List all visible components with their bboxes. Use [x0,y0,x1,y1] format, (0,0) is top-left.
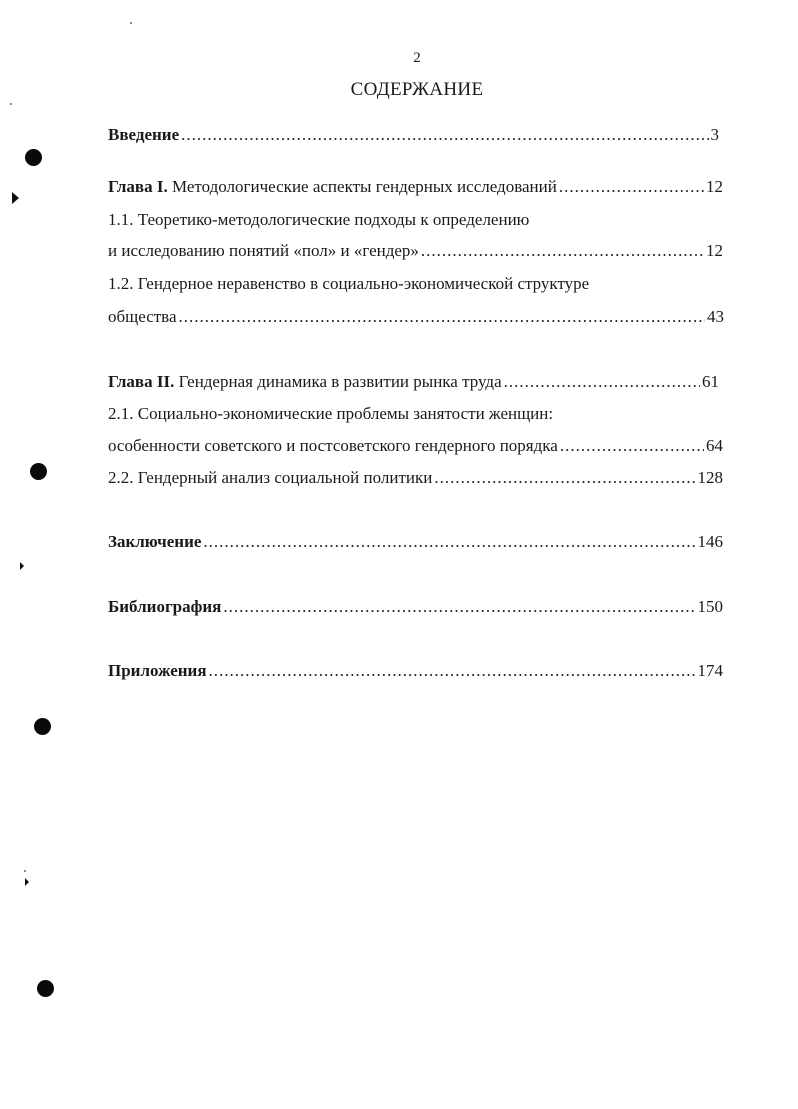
scan-speck [24,870,26,872]
toc-leader-dots [560,435,704,457]
toc-entry-section-1-2 [108,306,724,328]
toc-page-number: 12 [706,177,723,196]
toc-page-number: 128 [697,468,723,487]
toc-entry-conclusion [108,531,723,553]
toc-entry-section-2-2 [108,467,723,489]
toc-page-number: 3 [710,125,719,144]
toc-entry-label: и исследованию понятий «пол» и «гендер» [108,241,419,260]
toc-page-number: 43 [707,307,724,326]
toc-page-number: 174 [697,661,723,680]
toc-leader-dots [434,467,695,489]
scan-speck [130,22,132,24]
toc-entry-label: Гендерная динамика в развитии рынка труда [174,372,502,391]
punch-hole-mark [37,980,54,997]
toc-entry-chapter-2 [108,371,719,393]
toc-chapter-number: Глава I. [108,177,168,196]
punch-hole-mark [30,463,47,480]
toc-leader-dots [179,306,705,328]
toc-page-number: 12 [706,241,723,260]
toc-leader-dots [181,124,708,146]
toc-page-number: 146 [697,532,723,551]
margin-arrow-mark [12,192,19,204]
toc-entry-section-1-2-line1: 1.2. Гендерное неравенство в социально-экономической структуре [108,274,590,293]
toc-entry-label: особенности советского и постсоветского гендерного порядка [108,436,558,455]
toc-leader-dots [203,531,695,553]
scan-speck [10,103,12,105]
page-title: СОДЕРЖАНИЕ [350,79,484,100]
toc-leader-dots [223,596,695,618]
toc-entry-label: Заключение [108,532,202,551]
toc-entry-section-2-1 [108,435,723,457]
toc-page-number: 61 [702,372,719,391]
margin-arrow-mark [25,878,29,886]
toc-leader-dots [504,371,700,393]
toc-entry-label: 2.2. Гендерный анализ социальной политики [108,468,433,487]
toc-entry-intro [108,124,719,146]
toc-entry-label: Введение [108,125,180,144]
punch-hole-mark [25,149,42,166]
toc-entry-label: Приложения [108,661,207,680]
toc-entry-section-2-1-line1: 2.1. Социально-экономические проблемы занятости женщин: [108,404,554,423]
toc-page-number: 150 [697,597,723,616]
punch-hole-mark [34,718,51,735]
toc-entry-appendices [108,660,723,682]
toc-leader-dots [559,176,704,198]
toc-entry-bibliography [108,596,723,618]
toc-leader-dots [421,240,704,262]
toc-entry-label: Методологические аспекты гендерных исследований [167,177,557,196]
toc-leader-dots [209,660,696,682]
margin-arrow-mark [20,562,24,570]
toc-entry-chapter-1 [108,176,723,198]
toc-entry-label: Библиография [108,597,222,616]
page-number: 2 [413,50,421,66]
toc-entry-label: общества [108,307,177,326]
toc-entry-section-1-1-line1: 1.1. Теоретико-методологические подходы к определению [108,210,530,229]
toc-entry-section-1-1 [108,240,723,262]
toc-chapter-number: Глава II. [108,372,175,391]
toc-page-number: 64 [706,436,723,455]
